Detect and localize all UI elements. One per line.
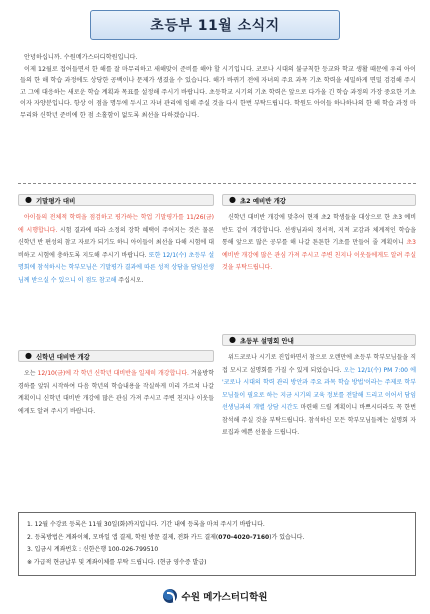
section-cho2-heading: 초2 예비반 개강 [239, 196, 286, 205]
section-newterm-header [18, 350, 214, 362]
intro-text [20, 52, 416, 122]
section-briefing-header [222, 334, 416, 346]
newterm-text-end: 겨울방학 경하를 앞둬 시작하여 다음 학년의 학습내용을 작실하게 미리 가르쳐 나갈 계획이니 신학년 대비반 개강에 많은 관심 가져 주시고 주변 친지나 이웃들에게도 알려 주시기 바랍니다. [18, 370, 215, 415]
exam-text-end: 주십시오. [116, 276, 144, 284]
section-briefing-heading: 초등부 설명회 안내 [239, 336, 294, 345]
notice-line-2-end: )가 있습니다. [269, 533, 305, 541]
footer [0, 586, 430, 606]
notice-line-2 [27, 532, 407, 545]
intro-paragraph: 이제 12월로 접어들면서 한 해를 잘 마무리하고 새해맞이 준비를 해야 할 시기입니다. 코로나 시대의 불규칙한 등교와 학교 생활 때문에 우리 아이들의 한 해 학습 과정에도 상당한 공백이나 문제가 생겼을 수 있습니다. 해가 바뀌기 전에 자녀의 주요 과목 기초 학력을 세밀하게 면밀 검검해 주시고 그에 대응하는 새로운 학습 계획과 목표를 설정해 주시기 바랍니다. 초등학교 시기의 기초 학력은 앞으로 다가올 긴 학습 과정의 가장 중요한 기초이자 자양분입니다. 항상 이 점을 명두에 두시고 자녀 관리에 임해 주실 것을 다시 한번 부탁드립니다. 학원도 아이들 하나하나의 한 해 학습 과정 마무리와 신학년 준비에 한 점 소홀함이 없도록 최선을 다하겠습니다. [20, 65, 416, 119]
title-banner [90, 10, 340, 40]
notice-box [18, 512, 416, 576]
cho2-highlight: 초3 예비반 개강에 많은 관심 가져 주시고 주변 친지나 이웃들에게도 알려 주실 것을 부탁드립니다. [222, 239, 416, 271]
notice-line-1: 1. 12월 수강료 등록은 11월 30일(화)까지입니다. 기간 내에 등록을 마쳐 주시기 바랍니다. [27, 521, 265, 528]
section-exam-heading: 기말평가 대비 [35, 196, 76, 205]
page-title: 초등부 11월 소식지 [150, 18, 280, 34]
phone-number: 070-4020-7160 [218, 533, 270, 541]
section-divider [18, 183, 416, 184]
notice-line-3: 3. 입금시 계좌번호 : 신한은행 100-026-799510 [27, 546, 159, 553]
section-cho2-body [222, 212, 416, 275]
section-exam-header [18, 194, 214, 206]
section-exam [18, 194, 214, 287]
greeting: 안녕하십니까. 수원메가스터디학원입니다. [24, 54, 138, 61]
section-briefing-body [222, 352, 416, 440]
notice-line-4: ※ 가급적 현금납부 및 계좌이체를 부탁 드립니다. (현금 영수증 발급) [27, 558, 207, 566]
academy-name: 수원 메가스터디학원 [181, 592, 268, 603]
cho2-text: 신학년 대비반 개강에 맞추어 현재 초2 학생들을 대상으로 한 초3 예비반도 같이 개강합니다. 선생님과의 정서적, 지적 교감과 체계적인 학습을 통해 앞으로 많은 공부를 해 나갈 튼튼한 기초를 만들어 줄 계획이니 [222, 214, 416, 246]
newterm-highlight: 12/10(금)에 각 학년 신학년 대비반을 일제히 개강합니다. [37, 370, 189, 377]
briefing-text: 위드코로나 시기로 진입하면서 참으로 오랜만에 초등부 학부모님들을 직접 모시고 설명회를 가질 수 있게 되었습니다. [222, 354, 416, 374]
section-newterm-heading: 신학년 대비반 개강 [35, 352, 90, 361]
section-cho2-header [222, 194, 416, 206]
notice-line-2-text: 2. 등록방법은 계좌이체, 모바일 앱 결제, 학원 방문 결제, 전화 카드 결제( [27, 533, 219, 541]
section-exam-body [18, 212, 214, 287]
briefing-highlight: 오는 12/1(수) PM 7:00 에 '코로나 시대의 학력 관리 방안과 주요 과목 학습 방법'이라는 주제로 학부모님들이 필요로 하는 지금 시기의 교육 정보를 전달해 드리고 이어서 담임선생님과의 개별 상담 시간도 [222, 366, 416, 411]
exam-consult-note: 또한 12/1(수) 초등부 설명회에 참석하시는 학부모님은 기말평가 결과에 따른 성적 상담을 담임선생님께 받으실 수 있으니 이 점도 참고해 [18, 251, 215, 284]
section-newterm [18, 350, 214, 418]
bullet-icon: ● [25, 351, 32, 360]
briefing-text-end: 마련해 드릴 계획이니 바쁘시더라도 꼭 한번 참석해 주실 것을 부탁드립니다. 참석하신 모든 학부모님들께는 설명회 자료집과 예쁜 선물을 드립니다. [222, 404, 416, 436]
exam-text: 시험 결과에 따라 소정의 장학 혜택이 주어지는 것은 물론 신학년 반 편성의 참고 자료가 되기도 하니 아이들이 최선을 다해 시험에 대비하고 시험에 충하도록 지도해 주시기 바랍니다. [18, 226, 215, 259]
academy-logo-icon [163, 589, 177, 603]
bullet-icon: ● [229, 195, 236, 204]
newterm-text: 오는 [24, 370, 38, 377]
exam-highlight: 아이들의 전체적 학력을 점검하고 평가하는 학업 기말평가를 11/26(금)에 시행합니다. [18, 214, 214, 234]
section-briefing [222, 334, 416, 440]
section-newterm-body [18, 368, 214, 418]
bullet-icon: ● [229, 335, 236, 344]
section-cho2 [222, 194, 416, 275]
bullet-icon: ● [25, 195, 32, 204]
